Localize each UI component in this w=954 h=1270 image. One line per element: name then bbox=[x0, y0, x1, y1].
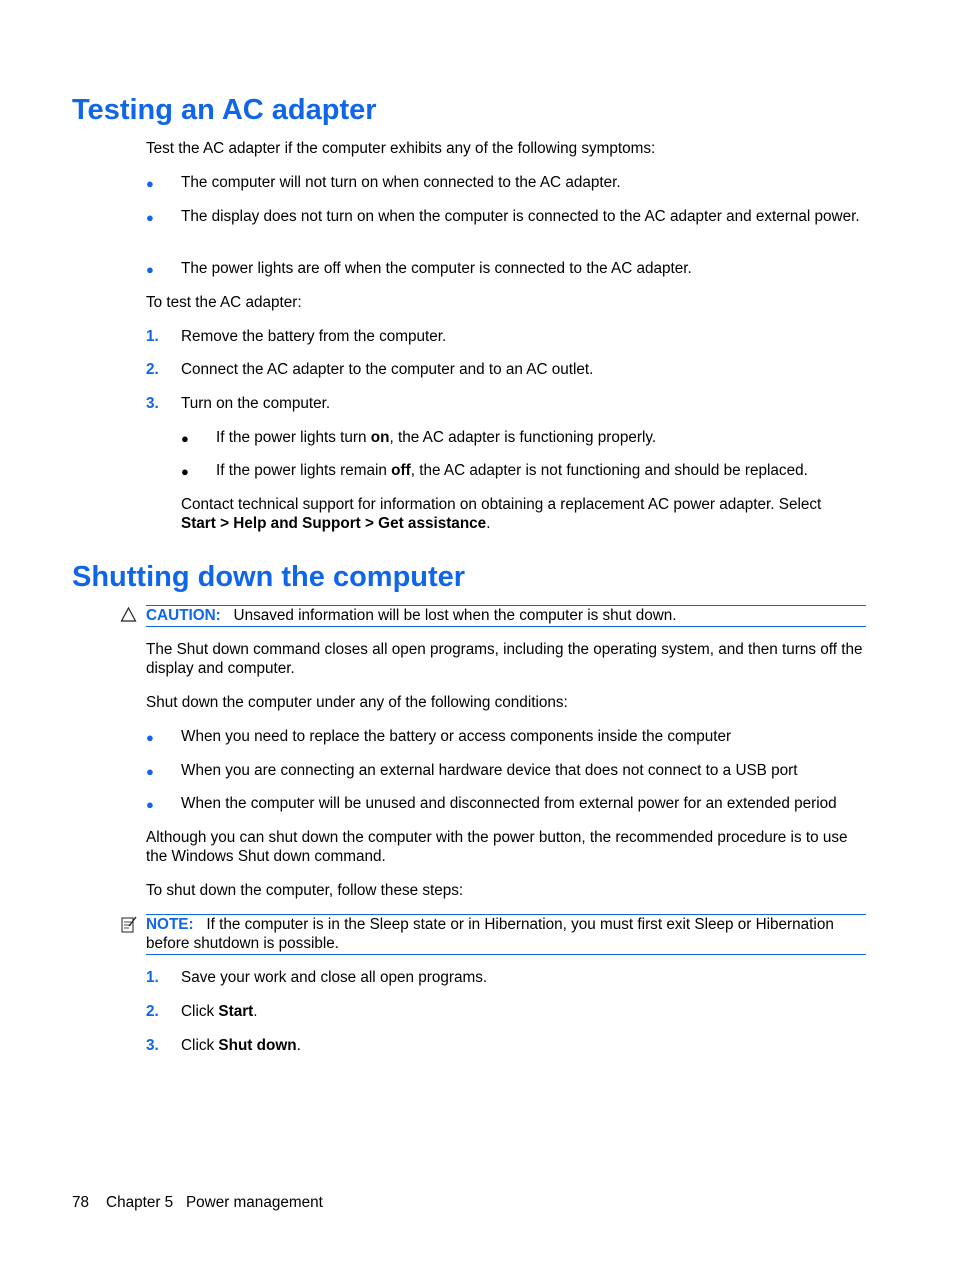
step-number: 3. bbox=[146, 1037, 159, 1054]
step-number: 1. bbox=[146, 969, 159, 986]
bullet-icon: ● bbox=[146, 764, 154, 779]
list-item: When the computer will be unused and disconnected from external power for an extended period bbox=[181, 795, 837, 812]
paragraph-shutdown-command: The Shut down command closes all open programs, including the operating system, and then turns off the display and computer. bbox=[146, 641, 863, 677]
contact-paragraph-path: Start > Help and Support > Get assistance. bbox=[181, 515, 491, 532]
contact-paragraph: Contact technical support for information on obtaining a replacement AC power adapter. Select bbox=[181, 496, 822, 513]
step-text: Remove the battery from the computer. bbox=[181, 328, 447, 345]
heading-testing-ac-adapter: Testing an AC adapter bbox=[72, 94, 377, 126]
note-notice: NOTE: If the computer is in the Sleep state or in Hibernation, you must first exit Sleep or Hibernation before shutdown is possible. bbox=[146, 916, 834, 952]
step-text: Save your work and close all open programs. bbox=[181, 969, 488, 986]
caution-bottom-rule bbox=[146, 626, 866, 627]
bullet-icon: ● bbox=[146, 262, 154, 277]
paragraph-steps-intro: To test the AC adapter: bbox=[146, 294, 302, 311]
list-item: The power lights are off when the computer is connected to the AC adapter. bbox=[181, 260, 692, 277]
list-item: The computer will not turn on when connected to the AC adapter. bbox=[181, 174, 621, 191]
step-number: 1. bbox=[146, 328, 159, 345]
paragraph-conditions-intro: Shut down the computer under any of the following conditions: bbox=[146, 694, 568, 711]
chapter-label: Chapter 5 bbox=[106, 1194, 174, 1211]
page-footer bbox=[72, 1193, 323, 1212]
bullet-icon: ● bbox=[181, 464, 189, 479]
chapter-title: Power management bbox=[185, 1194, 323, 1211]
step-text: Click Shut down. bbox=[181, 1037, 301, 1054]
bullet-icon: ● bbox=[146, 730, 154, 745]
page-number: 78 bbox=[72, 1194, 90, 1211]
bullet-icon: ● bbox=[146, 797, 154, 812]
paragraph-power-button: Although you can shut down the computer with the power button, the recommended procedure is to use the Windows Shut down command. bbox=[146, 829, 848, 865]
list-item: The display does not turn on when the computer is connected to the AC adapter and external power. bbox=[181, 208, 860, 225]
bullet-icon: ● bbox=[146, 210, 154, 225]
step-text: Connect the AC adapter to the computer and to an AC outlet. bbox=[181, 361, 594, 378]
caution-triangle-icon bbox=[120, 605, 137, 628]
list-item: When you are connecting an external hardware device that does not connect to a USB port bbox=[181, 762, 798, 779]
step-number: 2. bbox=[146, 1003, 159, 1020]
paragraph-intro: Test the AC adapter if the computer exhibits any of the following symptoms: bbox=[146, 140, 656, 157]
substep: If the power lights remain off, the AC adapter is not functioning and should be replaced. bbox=[216, 462, 808, 479]
list-item: When you need to replace the battery or access components inside the computer bbox=[181, 728, 732, 745]
heading-shutting-down: Shutting down the computer bbox=[72, 561, 466, 593]
step-number: 3. bbox=[146, 395, 159, 412]
bullet-icon: ● bbox=[146, 176, 154, 191]
note-bottom-rule bbox=[146, 954, 866, 955]
note-pad-icon bbox=[120, 915, 138, 939]
caution-notice: CAUTION: Unsaved information will be lost when the computer is shut down. bbox=[146, 607, 677, 624]
bullet-icon: ● bbox=[181, 431, 189, 446]
substep: If the power lights turn on, the AC adapter is functioning properly. bbox=[216, 429, 657, 446]
step-text: Turn on the computer. bbox=[181, 395, 331, 412]
step-number: 2. bbox=[146, 361, 159, 378]
paragraph-steps-intro: To shut down the computer, follow these steps: bbox=[146, 882, 464, 899]
step-text: Click Start. bbox=[181, 1003, 258, 1020]
